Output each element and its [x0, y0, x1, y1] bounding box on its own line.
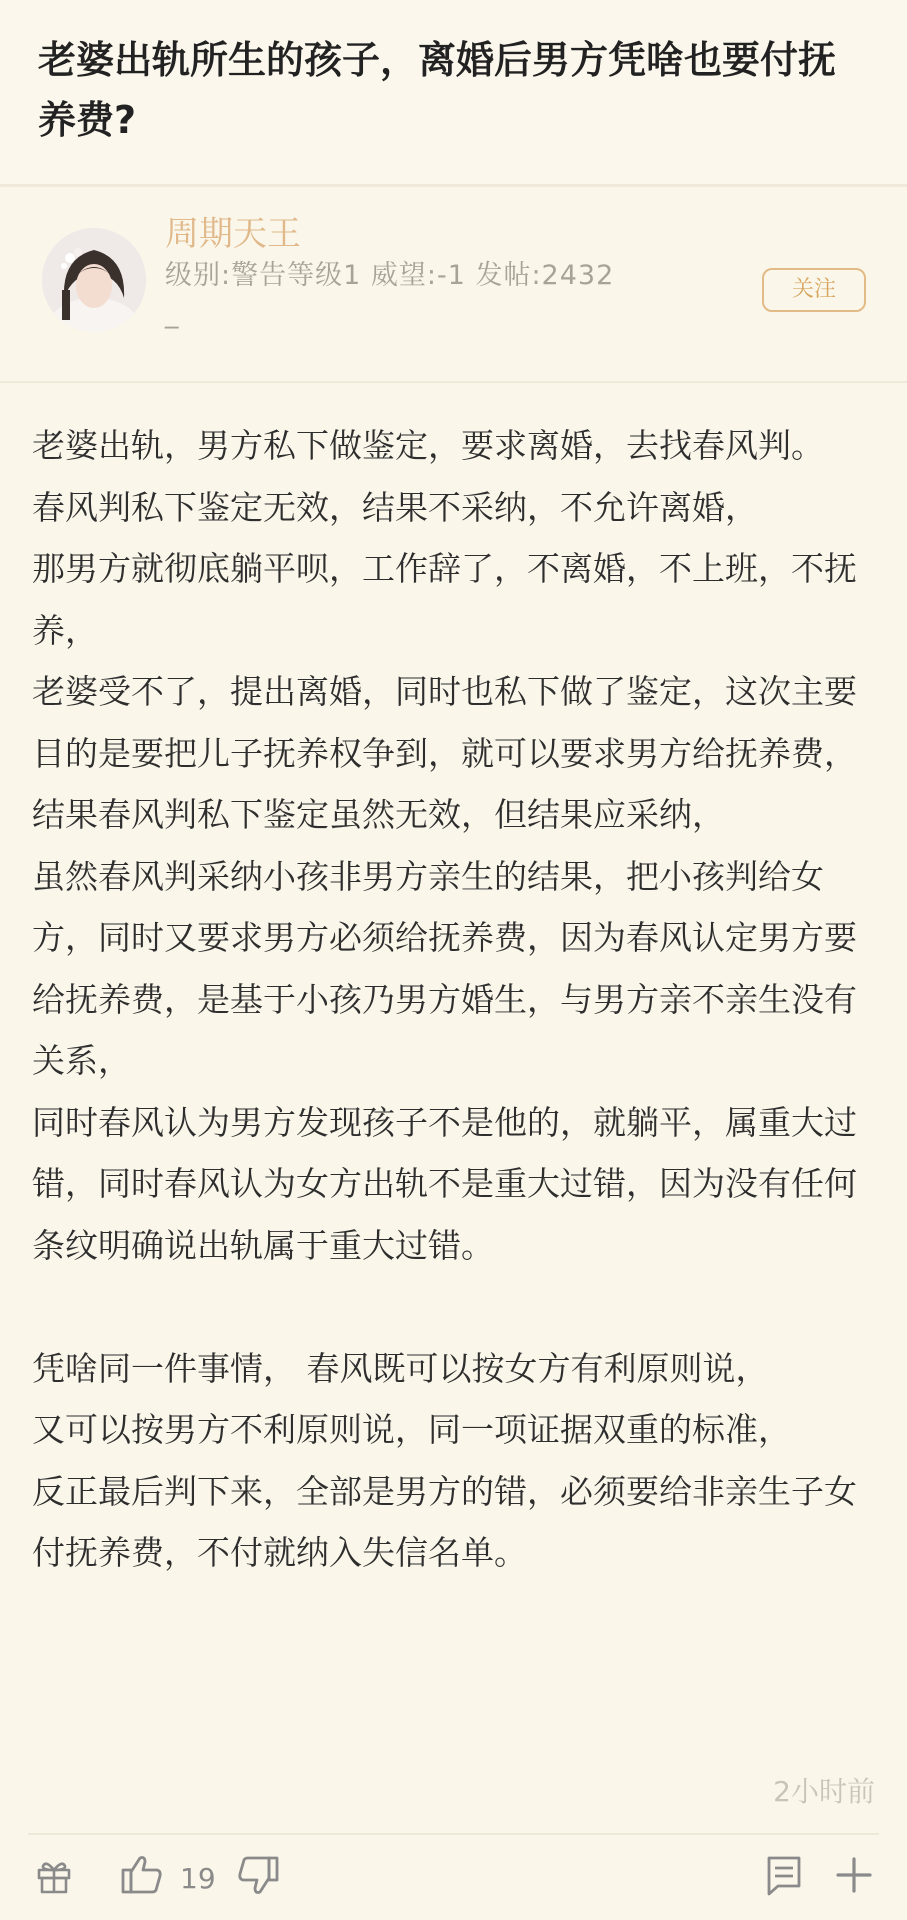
divider: [28, 1833, 879, 1835]
body-paragraph: 又可以按男方不利原则说，同一项证据双重的标准，: [32, 1410, 791, 1449]
body-paragraph: 结果春风判私下鉴定虽然无效，但结果应采纳，: [32, 795, 725, 834]
divider: [0, 381, 907, 383]
add-icon[interactable]: [834, 1855, 874, 1899]
body-paragraph: 老婆受不了，提出离婚，同时也私下做了鉴定，这次主要目的是要把儿子抚养权争到，就可以要求男方给抚养费，: [32, 672, 857, 773]
author-stats-tail: _: [165, 298, 180, 329]
thumbs-down-icon[interactable]: [234, 1852, 282, 1904]
body-paragraph: 虽然春风判采纳小孩非男方亲生的结果，把小孩判给女方，同时又要求男方必须给抚养费，因为春风认定男方要给抚养费，是基于小孩乃男方婚生，与男方亲不亲生没有关系，: [32, 856, 857, 1080]
post-header: [0, 0, 907, 184]
paragraph-gap: [32, 1276, 882, 1338]
post-body: [32, 415, 882, 1584]
thumbs-up-icon[interactable]: [118, 1850, 166, 1902]
like-count: 19: [180, 1862, 216, 1895]
author-stats-line: 级别:警告等级1 威望:-1 发帖:2432: [165, 260, 615, 291]
gift-icon[interactable]: [34, 1856, 74, 1900]
body-paragraph: 春风判私下鉴定无效，结果不采纳，不允许离婚，: [32, 487, 758, 527]
author-stats: [165, 254, 705, 330]
avatar[interactable]: [42, 228, 146, 332]
comment-icon[interactable]: [764, 1854, 804, 1902]
post-timestamp: 2小时前: [773, 1775, 875, 1808]
body-paragraph: 同时春风认为男方发现孩子不是他的，就躺平，属重大过错，同时春风认为女方出轨不是重大过错，因为没有任何条纹明确说出轨属于重大过错。: [32, 1102, 857, 1265]
body-paragraph: 反正最后判下来，全部是男方的错，必须要给非亲生子女付抚养费，不付就纳入失信名单。: [32, 1471, 857, 1572]
post-title: 老婆出轨所生的孩子，离婚后男方凭啥也要付抚养费?: [38, 38, 837, 142]
author-name[interactable]: 周期天王: [165, 214, 301, 254]
follow-button[interactable]: 关注: [762, 268, 866, 312]
body-paragraph: 凭啥同一件事情， 春风既可以按女方有利原则说，: [32, 1348, 769, 1388]
body-paragraph: 那男方就彻底躺平呗，工作辞了，不离婚，不上班，不抚养，: [32, 549, 857, 650]
body-paragraph: 老婆出轨，男方私下做鉴定，要求离婚，去找春风判。: [32, 426, 824, 465]
